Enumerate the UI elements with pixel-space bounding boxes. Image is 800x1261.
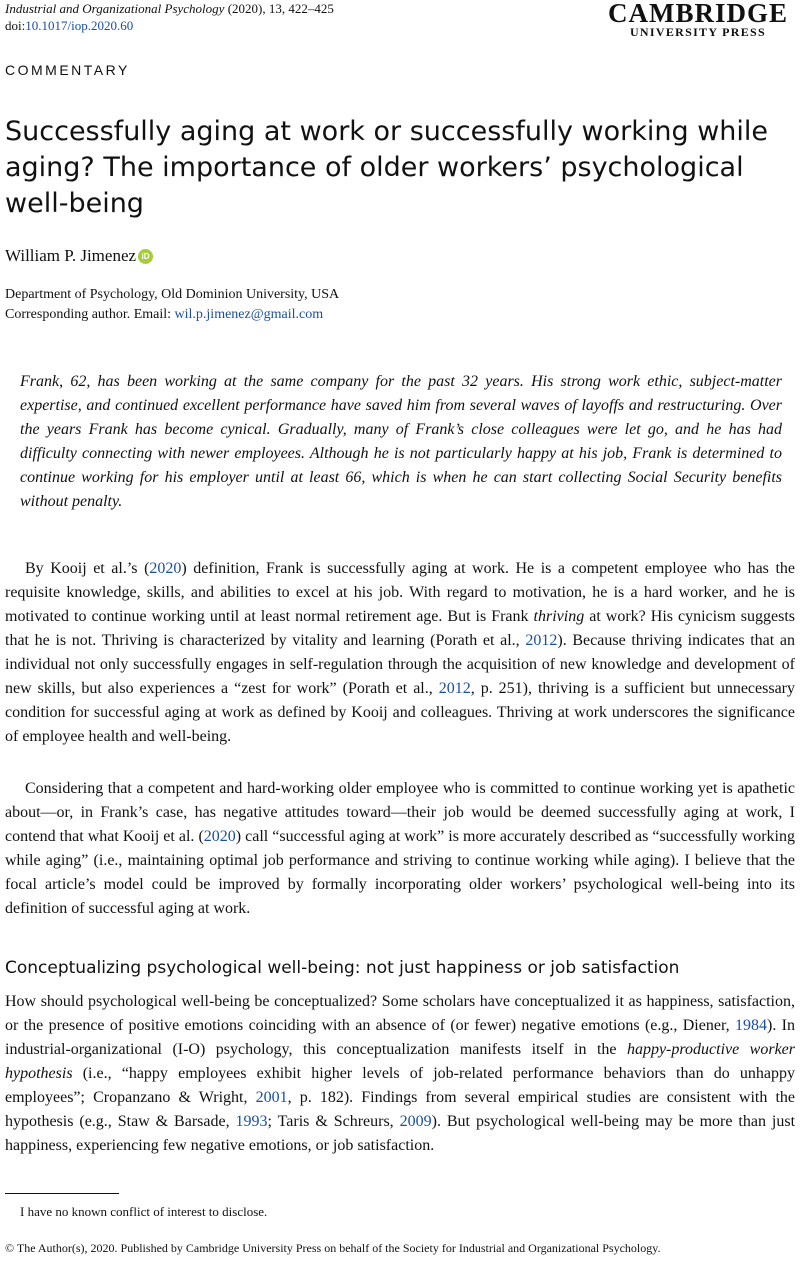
journal-citation bbox=[5, 0, 334, 34]
text-run: By Kooij et al.’s ( bbox=[25, 560, 150, 577]
citation-link[interactable]: 2012 bbox=[525, 632, 558, 649]
citation-link[interactable]: 2009 bbox=[399, 1113, 432, 1130]
text-run: How should psychological well-being be conceptualized? Some scholars have conceptualized it as happiness, satisfaction, or the presence of positive emotions coinciding with an absence of (or fewer) negative emotions (e.g., Diener, bbox=[5, 993, 795, 1034]
journal-name: Industrial and Organizational Psychology bbox=[5, 1, 225, 16]
text-run: ). Because thriving indicates that an individual not only successfully engages in self-regulation through the acquisition of new knowledge and development of new skills, but also experiences a “zest for work” (Porath et al., bbox=[5, 632, 795, 697]
text-run: , p. 182). Findings from several empirical studies are consistent with the hypothesis (e.g., Staw & Barsade, bbox=[5, 1089, 796, 1130]
paragraph-2 bbox=[5, 777, 795, 921]
author-name: William P. Jimenez bbox=[5, 246, 137, 265]
text-run: ). In industrial-organizational (I-O) psychology, this conceptualization manifests itself in the bbox=[5, 1017, 796, 1058]
text-run: ) definition, Frank is successfully aging at work. He is a competent employee who has the requisite knowledge, skills, and abilities to excel at his job. With regard to motivation, he is a hard worker, and he is motivated to continue working until at least normal retirement age. But is Frank bbox=[5, 560, 795, 625]
publisher-logo-line1: CAMBRIDGE bbox=[607, 0, 788, 28]
emphasis: happy-productive worker hypothesis bbox=[5, 1041, 795, 1082]
text-run: Considering that a competent and hard-working older employee who is committed to continue working yet is apathetic about—or, in Frank’s case, has negative attitudes toward—their job would be deemed successfully aging at work, I contend that what Kooij et al. ( bbox=[5, 780, 795, 845]
journal-meta: (2020), 13, 422–425 bbox=[224, 1, 334, 16]
orcid-icon[interactable]: iD bbox=[138, 249, 153, 264]
publisher-logo bbox=[608, 0, 788, 38]
article-title: Successfully aging at work or successfully working while aging? The importance of older workers’ psychological well-being bbox=[5, 116, 769, 219]
affiliation-block bbox=[5, 285, 339, 325]
author-email-link[interactable]: wil.p.jimenez@gmail.com bbox=[174, 307, 324, 322]
footnote: I have no known conflict of interest to disclose. bbox=[20, 1204, 268, 1219]
citation-link[interactable]: 2020 bbox=[203, 828, 236, 845]
footnote-divider bbox=[5, 1193, 119, 1194]
section-label: COMMENTARY bbox=[5, 62, 130, 78]
doi-prefix: doi: bbox=[5, 18, 26, 33]
text-run: ) call “successful aging at work” is more accurately described as “successfully working while aging” (i.e., maintaining optimal job performance and striving to continue working while aging). I believe that the focal article’s model could be improved by formally incorporating older workers’ psychological well-being into its definition of successful aging at work. bbox=[5, 828, 796, 917]
publisher-logo-line2: UNIVERSITY PRESS bbox=[629, 25, 767, 39]
affiliation: Department of Psychology, Old Dominion University, USA bbox=[5, 287, 340, 302]
text-run: (i.e., “happy employees exhibit higher levels of job-related performance behaviors than do unhappy employees”; Cropanzano & Wright, bbox=[5, 1065, 795, 1106]
section-heading: Conceptualizing psychological well-being: not just happiness or job satisfaction bbox=[5, 958, 680, 978]
corresponding-label: Corresponding author. Email: bbox=[5, 307, 175, 322]
emphasis: thriving bbox=[533, 608, 585, 625]
paragraph-3 bbox=[5, 990, 795, 1158]
citation-link[interactable]: 1984 bbox=[735, 1017, 767, 1034]
paragraph-1 bbox=[5, 557, 795, 749]
text-run: ; Taris & Schreurs, bbox=[267, 1113, 400, 1130]
case-vignette: Frank, 62, has been working at the same company for the past 32 years. His strong work ethic, subject-matter expertise, and continued excellent performance have saved him from several waves of layoffs and restructuring. Over the years Frank has become cynical. Gradually, many of Frank’s close colleagues were let go, and he has had difficulty connecting with newer employees. Although he is not particularly happy at his job, Frank is determined to continue working for his employer until at least 66, which is when he can start collecting Social Security benefits without penalty. bbox=[20, 373, 782, 510]
text-run: at work? His cynicism suggests that he is not. Thriving is characterized by vitality and learning (Porath et al., bbox=[5, 608, 796, 649]
citation-link[interactable]: 1993 bbox=[235, 1113, 268, 1130]
author-line bbox=[5, 246, 153, 266]
text-run: ). But psychological well-being may be more than just happiness, experiencing few negative emotions, or job satisfaction. bbox=[5, 1113, 796, 1154]
citation-link[interactable]: 2020 bbox=[149, 560, 182, 577]
citation-link[interactable]: 2001 bbox=[255, 1089, 288, 1106]
text-run: , p. 251), thriving is a sufficient but unnecessary condition for successful aging at work as defined by Kooij and colleagues. Thriving at work underscores the significance of employee health and well-being. bbox=[5, 680, 795, 745]
doi-link[interactable]: 10.1017/iop.2020.60 bbox=[25, 18, 134, 33]
copyright-notice: © The Author(s), 2020. Published by Cambridge University Press on behalf of the Society for Industrial and Organizational Psychology. bbox=[5, 1241, 661, 1255]
citation-link[interactable]: 2012 bbox=[438, 680, 471, 697]
